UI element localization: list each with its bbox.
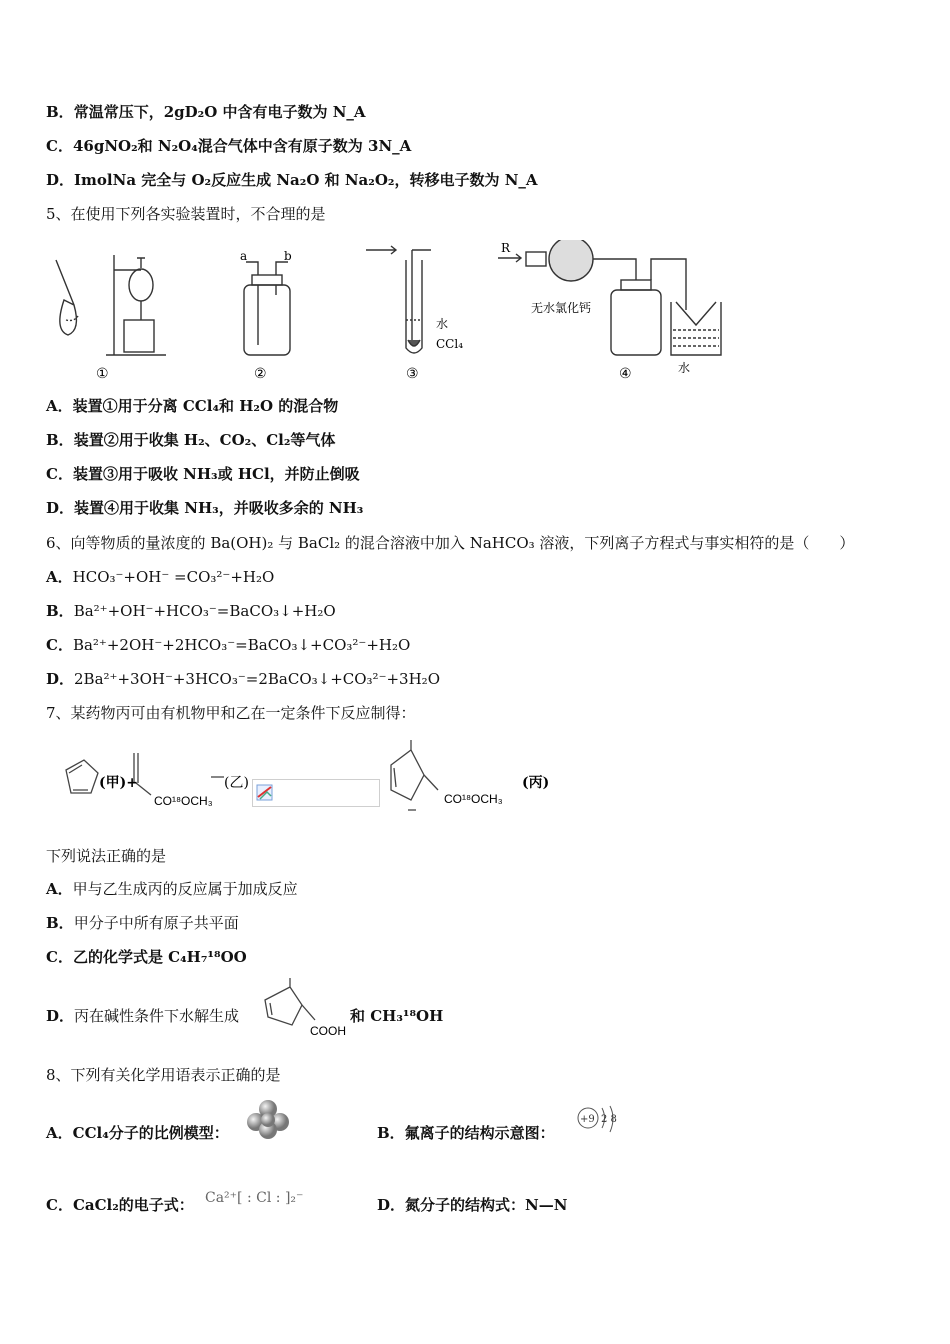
jia-label: (甲)+ bbox=[99, 775, 138, 791]
q8-option-c: C．CaCl₂的电子式： bbox=[46, 1196, 194, 1214]
bing-label: (丙) bbox=[522, 775, 550, 791]
label-2: ② bbox=[254, 366, 267, 382]
bing-group: CO¹⁸OCH₃ bbox=[444, 792, 503, 806]
fluoride-ion-diagram-icon bbox=[576, 1104, 626, 1140]
q6-option-d: D．2Ba²⁺+3OH⁻+3HCO₃⁻=2BaCO₃↓+CO₃²⁻+3H₂O bbox=[46, 670, 440, 688]
q8-stem: 8、下列有关化学用语表示正确的是 bbox=[46, 1066, 281, 1084]
norbornene-icon bbox=[391, 740, 438, 800]
q4-option-c: C．46gNO₂和 N₂O₄混合气体中含有原子数为 3N_A bbox=[46, 137, 412, 155]
q4-option-d: D．ImolNa 完全与 O₂反应生成 Na₂O 和 Na₂O₂，转移电子数为 N_A bbox=[46, 171, 538, 189]
q5-option-a: A．装置①用于分离 CCl₄和 H₂O 的混合物 bbox=[46, 397, 339, 415]
label-ccl4: CCl₄ bbox=[436, 337, 464, 351]
q8-option-a: A．CCl₄分子的比例模型： bbox=[46, 1124, 229, 1142]
yi-label: (乙) bbox=[224, 775, 249, 791]
label-r: R bbox=[501, 241, 511, 255]
label-cacl2: 无水氯化钙 bbox=[531, 301, 592, 315]
q5-apparatus-figure bbox=[46, 240, 746, 385]
q7-d-structure bbox=[260, 975, 360, 1040]
svg-text:+9: +9 bbox=[580, 1114, 595, 1125]
q5-option-b: B．装置②用于收集 H₂、CO₂、Cl₂等气体 bbox=[46, 431, 336, 449]
cacl2-electron-formula: Ca²⁺[ : Cl : ]₂⁻ bbox=[205, 1190, 304, 1206]
q4-option-b: B．常温常压下，2gD₂O 中含有电子数为 N_A bbox=[46, 103, 366, 121]
q5-option-d: D．装置④用于收集 NH₃，并吸收多余的 NH₃ bbox=[46, 499, 364, 517]
yi-group: CO¹⁸OCH₃ bbox=[154, 794, 213, 808]
q7-option-d-suffix: 和 CH₃¹⁸OH bbox=[350, 1007, 444, 1025]
label-a: a bbox=[240, 249, 248, 263]
broken-image-placeholder bbox=[252, 779, 380, 807]
q5-stem: 5、在使用下列各实验装置时，不合理的是 bbox=[46, 205, 326, 223]
q6-stem: 6、向等物质的量浓度的 Ba(OH)₂ 与 BaCl₂ 的混合溶液中加入 NaHCO₃ 溶液，下列离子方程式与事实相符的是（ ） bbox=[46, 534, 855, 552]
q5-option-c: C．装置③用于吸收 NH₃或 HCl，并防止倒吸 bbox=[46, 465, 360, 483]
label-water: 水 bbox=[436, 317, 449, 331]
norbornene-acid-icon bbox=[265, 978, 315, 1025]
q7-option-d: D．丙在碱性条件下水解生成 bbox=[46, 1007, 240, 1025]
cooh-label: COOH bbox=[310, 1024, 346, 1038]
label-water2: 水 bbox=[678, 361, 691, 375]
q6-option-c: C．Ba²⁺+2OH⁻+2HCO₃⁻=BaCO₃↓+CO₃²⁻+H₂O bbox=[46, 636, 411, 654]
q7-option-a: A．甲与乙生成丙的反应属于加成反应 bbox=[46, 880, 298, 898]
cyclopentadiene-icon bbox=[66, 760, 98, 793]
q7-prompt: 下列说法正确的是 bbox=[46, 847, 167, 865]
q6-option-a: A．HCO₃⁻+OH⁻ =CO₃²⁻+H₂O bbox=[46, 568, 275, 586]
q8-option-d: D．氮分子的结构式：N—N bbox=[377, 1196, 568, 1214]
label-b: b bbox=[284, 249, 292, 263]
q6-option-b: B．Ba²⁺+OH⁻+HCO₃⁻=BaCO₃↓+H₂O bbox=[46, 602, 336, 620]
q7-option-c: C．乙的化学式是 C₄H₇¹⁸OO bbox=[46, 948, 247, 966]
label-3: ③ bbox=[406, 366, 419, 382]
q7-option-b: B．甲分子中所有原子共平面 bbox=[46, 914, 239, 932]
svg-text:2 8: 2 8 bbox=[601, 1114, 617, 1125]
broken-image-icon bbox=[255, 783, 275, 803]
label-1: ① bbox=[96, 366, 109, 382]
label-4: ④ bbox=[619, 366, 632, 382]
q8-option-b: B．氟离子的结构示意图： bbox=[377, 1124, 555, 1142]
q7-stem: 7、某药物丙可由有机物甲和乙在一定条件下反应制得： bbox=[46, 704, 416, 722]
ccl4-space-filling-model-icon bbox=[246, 1100, 290, 1140]
